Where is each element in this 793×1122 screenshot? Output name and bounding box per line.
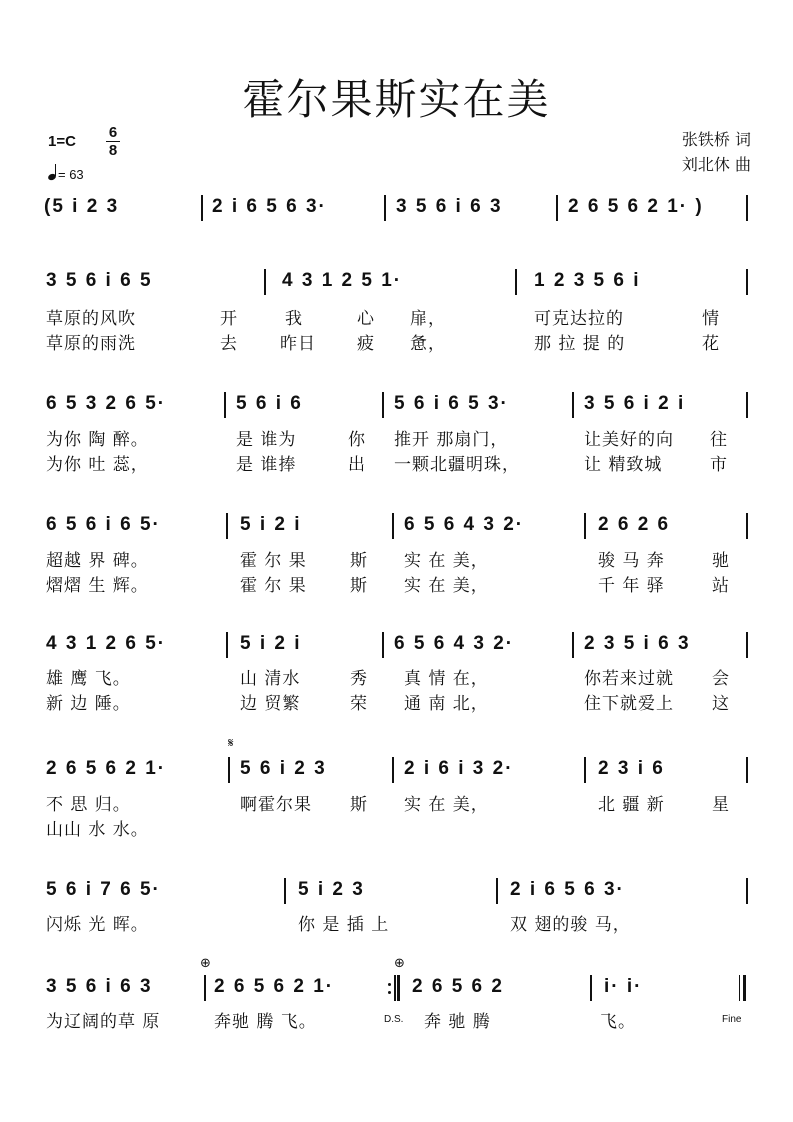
lyric-2: 市 [710,455,728,475]
barline [392,757,394,783]
key-signature: 1=C [48,133,76,150]
lyric-2: 通 南 北， [404,694,489,714]
lyric-1: 啊霍尔果 [240,795,312,815]
lyric-1: 山 清水 [240,669,301,689]
lyric-1: 会 [712,669,730,689]
notes-row0-m1: (5 i 2 3 [44,196,120,217]
barline [746,269,748,295]
lyric-1: 让美好的向 [584,430,674,450]
lyric-1: 你 [348,430,366,450]
barline [746,632,748,658]
time-sig-top: 6 [108,124,118,141]
lyric-1: 实 在 美， [404,795,489,815]
notes-row4-m2: 5 i 2 i [240,633,302,654]
lyric-2: 这 [712,694,730,714]
barline [382,632,384,658]
lyric-2: 出 [348,455,366,475]
notes-row2-m2: 5 6 i 6 [236,393,303,414]
lyric-2: 花 [702,334,720,354]
notes-row7-m2: 2 6 5 6 2 1· [214,976,335,997]
notes-row3-m4: 2 6 2 6 [598,514,671,535]
lyric-2: 荣 [350,694,368,714]
barline [382,392,384,418]
barline [572,632,574,658]
barline [746,757,748,783]
notes-row3-m2: 5 i 2 i [240,514,302,535]
lyric-2: 让 精致城 [584,455,663,475]
lyric-1: 你 是 插 上 [298,915,390,935]
lyric-1: 奔驰 腾 飞。 [214,1012,317,1032]
lyric-1: 情 [702,309,720,329]
fine-marking: Fine [722,1014,742,1025]
lyric-2: 实 在 美， [404,576,489,596]
lyric-2: 山山 水 水。 [46,820,149,840]
lyric-2: 住下就爱上 [584,694,674,714]
lyric-2: 疲 [357,334,375,354]
notes-row3-m3: 6 5 6 4 3 2· [404,514,525,535]
lyric-1: 为辽阔的草 原 [46,1012,161,1032]
barline [392,513,394,539]
lyric-1: 推开 那扇门， [394,430,509,450]
coda-icon: ⊕ [200,956,211,971]
lyric-2: 去 [220,334,238,354]
lyric-2: 是 谁捧 [236,455,297,475]
lyric-2: 千 年 驿 [598,576,665,596]
segno-icon: 𝄋 [228,736,234,751]
lyric-2: 边 贸繁 [240,694,301,714]
notes-row3-m1: 6 5 6 i 6 5· [46,514,161,535]
notes-row7-m4: i· i· [604,976,643,997]
notes-row2-m1: 6 5 3 2 6 5· [46,393,167,414]
barline [284,878,286,904]
repeat-barline [388,975,400,1001]
barline [556,195,558,221]
lyric-1: 你若来过就 [584,669,674,689]
barline [584,513,586,539]
lyric-1: 不 思 归。 [46,795,131,815]
page-title: 霍尔果斯实在美 [242,75,551,124]
lyric-2: 昨日 [280,334,316,354]
barline [496,878,498,904]
notes-row5-m1: 2 6 5 6 2 1· [46,758,167,779]
notes-row6-m3: 2 i 6 5 6 3· [510,879,625,900]
notes-row5-m3: 2 i 6 i 3 2· [404,758,514,779]
time-sig-bottom: 8 [108,142,118,159]
tempo-marking [48,167,84,182]
notes-row6-m1: 5 6 i 7 6 5· [46,879,161,900]
lyric-1: 真 情 在， [404,669,489,689]
lyric-1: 飞。 [600,1012,636,1032]
notes-row0-m4: 2 6 5 6 2 1· ) [568,196,704,217]
barline [746,878,748,904]
notes-row5-m2: 5 6 i 2 3 [240,758,327,779]
lyric-1: 雄 鹰 飞。 [46,669,131,689]
lyric-1: 草原的风吹 [46,309,136,329]
barline [746,195,748,221]
notes-row2-m3: 5 6 i 6 5 3· [394,393,509,414]
lyric-1: 是 谁为 [236,430,297,450]
barline [264,269,266,295]
notes-row4-m3: 6 5 6 4 3 2· [394,633,515,654]
final-barline [739,975,746,1001]
lyric-1: 斯 [350,551,368,571]
barline [384,195,386,221]
barline [226,632,228,658]
notes-row2-m4: 3 5 6 i 2 i [584,393,686,414]
lyric-1: 往 [710,430,728,450]
lyric-2: 为你 吐 蕊， [46,455,149,475]
notes-row1-m3: 1 2 3 5 6 i [534,270,641,291]
notes-row4-m4: 2 3 5 i 6 3 [584,633,691,654]
composer-credit: 刘北休 曲 [681,155,751,174]
lyric-1: 扉， [410,309,446,329]
notes-row1-m2: 4 3 1 2 5 1· [282,270,403,291]
barline [746,513,748,539]
lyric-2: 惫， [410,334,446,354]
notes-row0-m2: 2 i 6 5 6 3· [212,196,327,217]
lyric-1: 双 翅的骏 马， [510,915,631,935]
lyric-1: 秀 [350,669,368,689]
notes-row7-m1: 3 5 6 i 6 3 [46,976,153,997]
lyric-1: 骏 马 奔 [598,551,665,571]
lyric-1: 超越 界 碑。 [46,551,149,571]
coda-icon: ⊕ [394,956,405,971]
lyric-1: 可克达拉的 [534,309,624,329]
barline [228,757,230,783]
lyric-2: 那 拉 提 的 [534,334,626,354]
lyric-1: 实 在 美， [404,551,489,571]
lyric-2: 斯 [350,576,368,596]
barline [224,392,226,418]
notes-row4-m1: 4 3 1 2 6 5· [46,633,167,654]
notes-row5-m4: 2 3 i 6 [598,758,665,779]
lyric-2: 站 [712,576,730,596]
lyric-1: 闪烁 光 晖。 [46,915,149,935]
notes-row1-m1: 3 5 6 i 6 5 [46,270,153,291]
tempo-value: = 63 [58,167,84,182]
barline [515,269,517,295]
lyric-1: 我 [285,309,303,329]
ds-marking: D.S. [384,1014,404,1025]
barline [584,757,586,783]
lyric-1: 驰 [712,551,730,571]
barline [590,975,592,1001]
lyric-1: 为你 陶 醉。 [46,430,149,450]
notes-row0-m3: 3 5 6 i 6 3 [396,196,503,217]
lyric-2: 熠熠 生 辉。 [46,576,149,596]
barline [746,392,748,418]
lyric-1: 斯 [350,795,368,815]
lyric-1: 星 [712,795,730,815]
lyric-1: 开 [220,309,238,329]
barline [201,195,203,221]
barline [572,392,574,418]
lyric-2: 新 边 陲。 [46,694,131,714]
lyric-1: 霍 尔 果 [240,551,307,571]
note-stem [55,164,56,176]
lyric-2: 霍 尔 果 [240,576,307,596]
time-signature [104,124,122,159]
barline [226,513,228,539]
lyric-1: 北 疆 新 [598,795,665,815]
lyricist-credit: 张铁桥 词 [681,130,751,149]
notes-row7-m3: 2 6 5 6 2 [412,976,504,997]
barline [204,975,206,1001]
lyric-2: 一颗北疆明珠， [394,455,520,475]
lyric-1: 奔 驰 腾 [424,1012,491,1032]
lyric-1: 心 [357,309,375,329]
lyric-2: 草原的雨洗 [46,334,136,354]
notes-row6-m2: 5 i 2 3 [298,879,365,900]
